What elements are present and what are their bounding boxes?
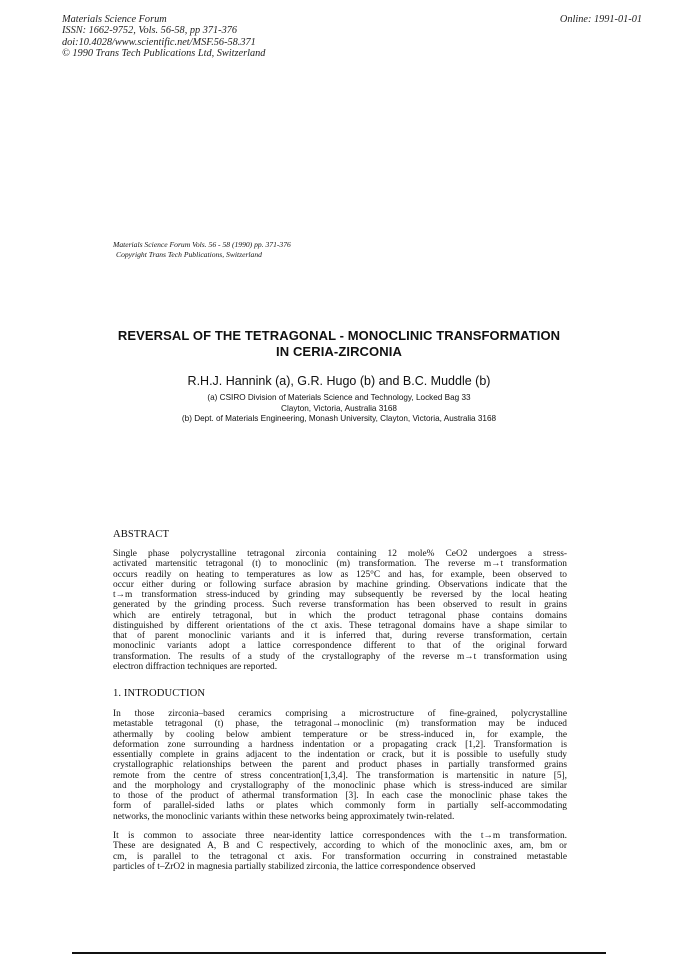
footer-rule	[72, 952, 606, 954]
forum-reference	[113, 240, 291, 260]
introduction-line: particles of t–ZrO2 in magnesia partially stabilized zirconia, the lattice correspondence observed	[113, 861, 476, 872]
introduction-paragraph-2	[113, 831, 567, 872]
affiliations	[80, 393, 598, 425]
doi-line: doi:10.4028/www.scientific.net/MSF.56-58.371	[62, 36, 256, 48]
introduction-line: crystallographic relationships between the parent and product phases in partially transformed grains	[113, 760, 567, 771]
abstract-line: monoclinic variants adopt a lattice correspondence different to that of the original forward	[113, 641, 567, 652]
abstract-line: t→m transformation stress-induced by grinding may subsequently be reversed by the local heating	[113, 590, 567, 600]
introduction-line: deformation zone surrounding a hardness indentation or a propagating crack [1,2]. Transformation is	[113, 739, 567, 750]
online-date: Online: 1991-01-01	[559, 14, 642, 25]
author-list: R.H.J. Hannink (a), G.R. Hugo (b) and B.C. Muddle (b)	[187, 374, 491, 388]
abstract-line: occurs readily on heating to temperatures as low as 125°C and has, for example, been observed to	[113, 569, 567, 580]
introduction-line: It is common to associate three near-identity lattice correspondences with the t→m transformation.	[113, 831, 567, 841]
abstract-line: generated by the grinding process. Such reverse transformation has been observed to result in grains	[113, 600, 567, 611]
introduction-paragraph-1	[113, 709, 567, 822]
abstract-line: occur either during or following surface abrasion by machine grinding. Observations indicate that the	[113, 579, 567, 590]
introduction-line: essentially complete in grains adjacent to the indentation or crack, but it is possible to usefully study	[113, 750, 567, 760]
copyright-line: © 1990 Trans Tech Publications Ltd, Switzerland	[62, 47, 266, 59]
journal-name: Materials Science Forum	[62, 14, 167, 25]
introduction-line: In those zirconia–based ceramics comprising a microstructure of fine-grained, polycrystalline	[113, 709, 567, 719]
abstract-line: that of parent monoclinic variants and it is inferred that, during reverse transformation, certain	[113, 631, 567, 641]
issn-line: ISSN: 1662-9752, Vols. 56-58, pp 371-376	[62, 25, 238, 37]
abstract-heading: ABSTRACT	[113, 529, 170, 540]
abstract-line: transformation. The results of a study of the crystallography of the reverse m→t transformation using	[113, 651, 567, 662]
forum-copyright-line: Copyright Trans Tech Publications, Switzerland	[116, 250, 262, 259]
affiliation-a-line-2: Clayton, Victoria, Australia 3168	[281, 403, 397, 413]
journal-metadata	[62, 14, 265, 59]
paper-title	[80, 328, 598, 360]
abstract-line: activated martensitic tetragonal (t) to monoclinic (m) transformation. The reverse m→t transformation	[113, 559, 567, 570]
introduction-line: networks, the monoclinic variants within these networks being approximately twin-related.	[113, 811, 455, 822]
introduction-line: These are designated A, B and C respectively, according to which of the monoclinic axes, am, bm or	[113, 841, 567, 852]
abstract-line: Single phase polycrystalline tetragonal zirconia containing 12 mole% CeO2 undergoes a stress-	[113, 549, 567, 559]
introduction-line: and the morphology and crystallography of the monoclinic phase which is stress-induced are similar	[113, 780, 567, 791]
introduction-line: athermally by cooling below ambient temperature or be stress-induced in, for example, the	[113, 729, 567, 740]
affiliation-a-line-1: (a) CSIRO Division of Materials Science and Technology, Locked Bag 33	[207, 393, 471, 402]
introduction-line: form of parallel-sided laths or plates which commonly form in partially self-accommodating	[113, 801, 567, 812]
forum-volume-line: Materials Science Forum Vols. 56 - 58 (1990) pp. 371-376	[113, 240, 291, 249]
abstract-body	[113, 549, 567, 672]
abstract-line: distinguished by different orientations of the ct axis. These tetragonal domains have a shape similar to	[113, 620, 567, 631]
abstract-line: electron diffraction techniques are reported.	[113, 661, 278, 672]
title-line-1: REVERSAL OF THE TETRAGONAL - MONOCLINIC TRANSFORMATION	[117, 328, 561, 343]
title-line-2: IN CERIA-ZIRCONIA	[276, 344, 402, 359]
abstract-line: which are entirely tetragonal, but in which the product tetragonal phase contains domains	[113, 610, 567, 621]
introduction-line: metastable tetragonal (t) phase, the tetragonal→monoclinic (m) transformation may be induced	[113, 719, 567, 730]
introduction-line: remote from the centre of stress concentration[1,3,4]. The transformation is martensitic in nature [5],	[113, 770, 567, 781]
introduction-heading: 1. INTRODUCTION	[113, 688, 206, 699]
affiliation-b: (b) Dept. of Materials Engineering, Monash University, Clayton, Victoria, Australia 3168	[181, 414, 497, 424]
introduction-line: to those of the product of athermal transformation [3]. In each case the monoclinic phase takes the	[113, 791, 567, 801]
introduction-line: cm, is parallel to the tetragonal ct axis. For transformation occurring in constrained metastable	[113, 851, 567, 862]
